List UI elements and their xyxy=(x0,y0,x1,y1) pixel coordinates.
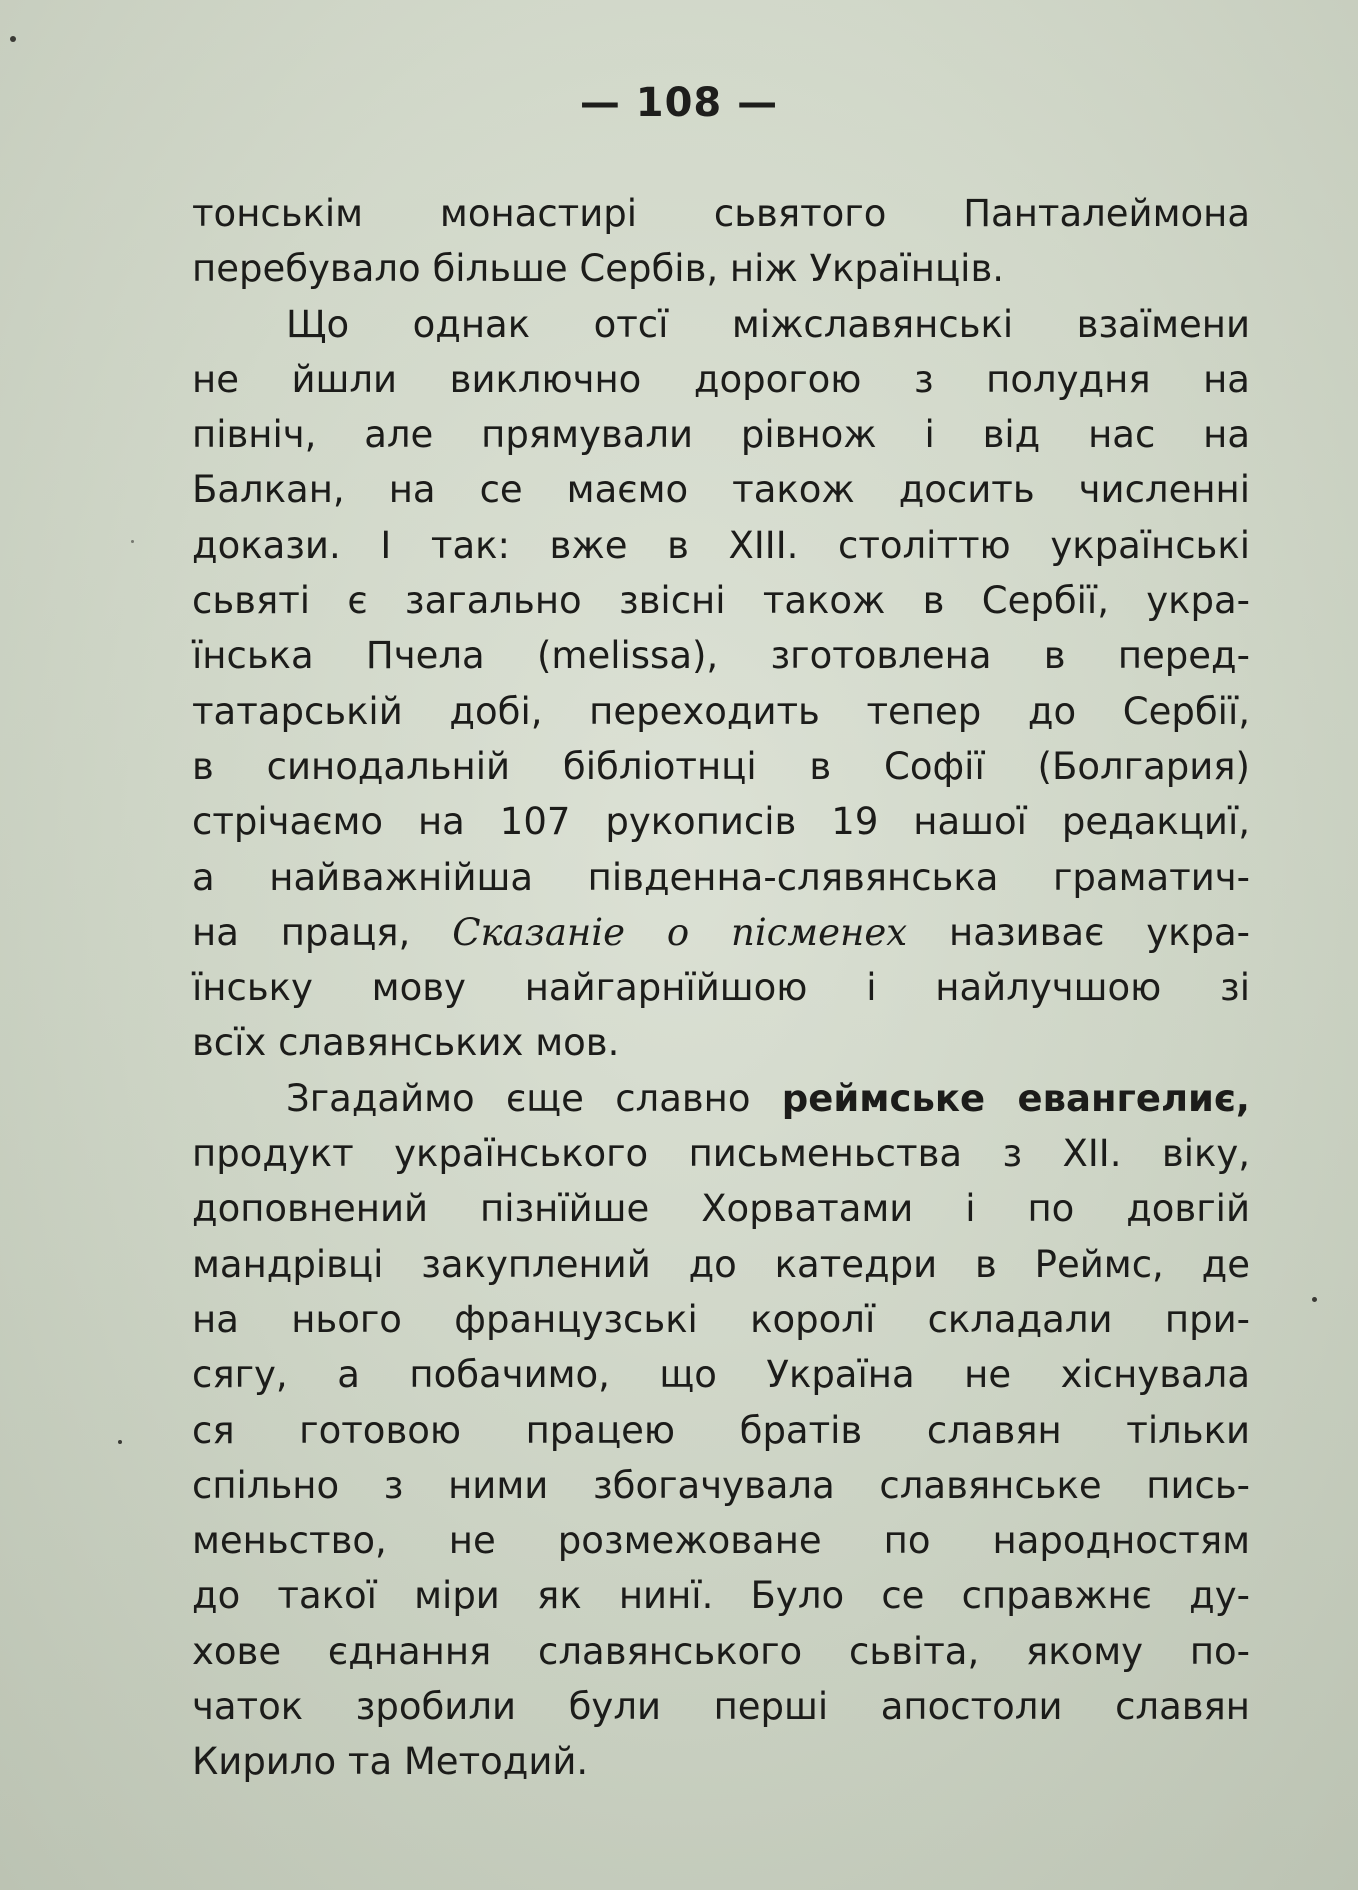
text-segment: називає укра- xyxy=(949,910,1251,954)
text-line: їнська Пчела (melissa), зготовлена в перед- xyxy=(192,634,1250,678)
bold-term: реймське евангелиє, xyxy=(781,1076,1250,1120)
text-segment: Згадаймо єще славно xyxy=(286,1076,751,1120)
text-line: докази. І так: вже в XIII. століттю українські xyxy=(192,523,1250,567)
italic-work-title: Сказаніе о пісменех xyxy=(452,910,908,954)
text-line: тонськім монастирі сьвятого Панталеймона xyxy=(192,192,1250,235)
page-number: — 108 — xyxy=(579,80,779,126)
text-line: Балкан, на се маємо також досить численні xyxy=(192,468,1250,512)
text-line: татарській добі, переходить тепер до Сербії, xyxy=(192,689,1250,733)
text-line-with-title xyxy=(192,905,1250,960)
text-line: ся готовою працею братів славян тільки xyxy=(192,1408,1250,1452)
text-line: сьвяті є загально звісні також в Сербії, укра- xyxy=(192,579,1250,623)
text-line: спільно з ними збогачувала славянське пись- xyxy=(192,1463,1250,1507)
text-line: чаток зробили були перші апостоли славян xyxy=(192,1685,1250,1729)
text-line: північ, але прямували рівнож і від нас на xyxy=(192,413,1250,457)
paper-speck xyxy=(131,540,134,543)
body-text xyxy=(192,186,1250,1790)
text-line: Кирило та Методий. xyxy=(192,1740,589,1784)
text-line: перебувало більше Сербів, ніж Українців. xyxy=(192,247,1005,291)
text-line: продукт українського письменьства з XII. віку, xyxy=(192,1132,1250,1176)
paper-speck xyxy=(1312,1297,1317,1302)
text-line: їнську мову найгарнїйшою і найлучшою зі xyxy=(192,966,1250,1010)
text-line: до такої міри як нинї. Було се справжнє ду- xyxy=(192,1574,1250,1618)
text-line: стрічаємо на 107 рукописів 19 нашої редакциї, xyxy=(192,800,1250,844)
text-line: мандрівці закуплений до катедри в Реймс, де xyxy=(192,1242,1250,1286)
paper-speck xyxy=(10,36,16,42)
text-line: в синодальній бібліотнці в Софії (Болгария) xyxy=(192,744,1250,788)
text-line: сягу, а побачимо, що Україна не хіснувала xyxy=(192,1353,1250,1397)
text-line: хове єднання славянського сьвіта, якому по- xyxy=(192,1629,1250,1673)
text-line: не йшли виключно дорогою з полудня на xyxy=(192,357,1250,401)
text-segment: на праця, xyxy=(192,910,411,954)
text-line: на нього французські королї складали при- xyxy=(192,1297,1250,1341)
text-line: меньство, не розмежоване по народностям xyxy=(192,1519,1250,1563)
paper-speck xyxy=(118,1440,122,1444)
text-line: доповнений пізнїйше Хорватами і по довгій xyxy=(192,1187,1250,1231)
text-line: а найважнійша південна-слявянська граматич- xyxy=(192,855,1250,899)
paragraph-start-line xyxy=(192,1071,1250,1126)
text-line: всїх славянських мов. xyxy=(192,1021,620,1065)
paragraph-start-line: Що однак отсї міжславянські взаїмени xyxy=(286,302,1250,346)
